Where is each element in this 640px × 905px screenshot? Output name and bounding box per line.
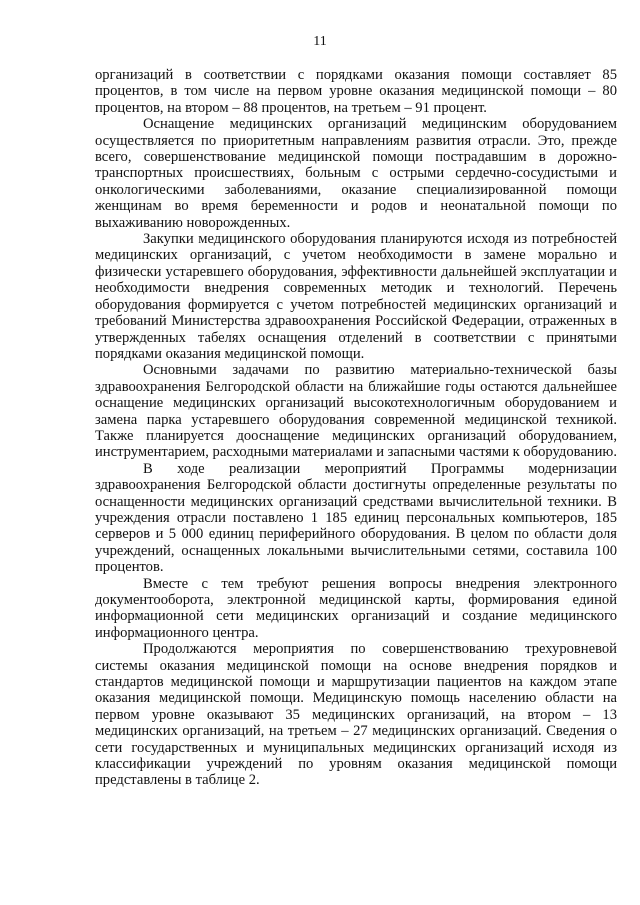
paragraph-three-level-system: Продолжаются мероприятия по совершенствованию трехуровневой системы оказания медицинской помощи на основе внедрения порядков и стандартов медицинской помощи и маршрутизации пациентов на каждом этапе оказания медицинской помощи. Медицинскую помощь населению области на первом уровне оказывают 35 медицинских организаций, на втором – 13 медицинских организаций, на третьем – 27 медицинских организаций. Сведения о сети государственных и муниципальных медицинских организаций исходя из классификации учреждений по уровням оказания медицинской помощи представлены в таблице 2. bbox=[95, 641, 617, 789]
paragraph-procurement: Закупки медицинского оборудования планируются исходя из потребностей медицинских организаций, с учетом необходимости в замене морально и физически устаревшего оборудования, эффективности дальнейшей эксплуатации и необходимости внедрения современных методик и технологий. Перечень оборудования формируется с учетом потребностей медицинских организаций и требований Министерства здравоохранения Российской Федерации, отраженных в утвержденных табелях оснащения отделений в соответствии с принятыми порядками оказания медицинской помощи. bbox=[95, 231, 617, 362]
body-text bbox=[95, 67, 617, 789]
page-number: 11 bbox=[313, 34, 327, 49]
paragraph-continuation: организаций в соответствии с порядками оказания помощи составляет 85 процентов, в том числе на первом уровне оказания медицинской помощи – 80 процентов, на втором – 88 процентов, на третьем – 91 процент. bbox=[95, 67, 617, 116]
paragraph-equipment: Оснащение медицинских организаций медицинским оборудованием осуществляется по приоритетным направлениям развития отрасли. Это, прежде всего, совершенствование медицинской помощи пострадавшим в дорожно-транспортных происшествиях, больным с острыми сердечно-сосудистыми и онкологическими заболеваниями, оказание специализированной помощи женщинам во время беременности и родов и неонатальной помощи по выхаживанию новорожденных. bbox=[95, 116, 617, 231]
paragraph-modernization: В ходе реализации мероприятий Программы модернизации здравоохранения Белгородской области достигнуты определенные результаты по оснащенности медицинских организаций средствами вычислительной техники. В учреждения отрасли поставлено 1 185 единиц персональных компьютеров, 185 серверов и 5 000 единиц периферийного оборудования. В целом по области доля учреждений, оснащенных локальными вычислительными сетями, составила 100 процентов. bbox=[95, 460, 617, 576]
paragraph-tasks: Основными задачами по развитию материально-технической базы здравоохранения Белгородской области на ближайшие годы остаются дальнейшее оснащение медицинских организаций высокотехнологичным оборудованием и замена парка устаревшего оборудования современной медицинской техникой. Также планируется дооснащение медицинских организаций оборудованием, инструментарием, расходными материалами и запасными частями к оборудованию. bbox=[95, 362, 617, 461]
paragraph-document-flow: Вместе с тем требуют решения вопросы внедрения электронного документооборота, электронной медицинской карты, формирования единой информационной сети медицинских организаций и создание медицинского информационного центра. bbox=[95, 575, 617, 641]
